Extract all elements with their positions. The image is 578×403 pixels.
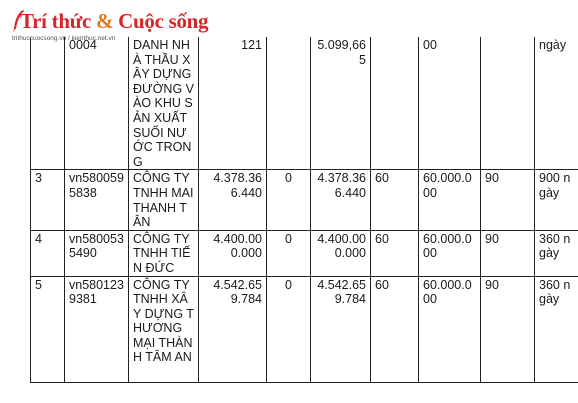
cell-bao-dam: 00 (419, 37, 481, 170)
cell-ma: vn5801239381 (65, 276, 129, 382)
cell-bao-dam: 60.000.000 (419, 170, 481, 230)
cell-thoi-gian: 360 ngày (535, 230, 578, 276)
cell-gia-du-thau: 4.400.000.000 (199, 230, 267, 276)
cell-stt (31, 37, 65, 170)
quill-pen-icon (10, 9, 26, 33)
cell-gia-sau-giam: 5.099,665 (311, 37, 371, 170)
cell-giam-gia: 0 (267, 170, 311, 230)
cell-hieu-luc-bd: 90 (481, 230, 535, 276)
cell-ma: 0004 (65, 37, 129, 170)
cell-ten: DANH NHÀ THẦU XÂY DỰNG ĐƯỜNG VÀO KHU SẢN XUẤT SUỐI NƯỚC TRONG (129, 37, 199, 170)
cell-ten: CÔNG TY TNHH MAI THANH TÂN (129, 170, 199, 230)
table-row (31, 230, 578, 276)
cell-giam-gia: 0 (267, 230, 311, 276)
site-logo[interactable] (8, 6, 208, 36)
cell-gia-sau-giam: 4.378.366.440 (311, 170, 371, 230)
bid-results-table (30, 37, 578, 383)
table-row (31, 276, 578, 382)
cell-giam-gia (267, 37, 311, 170)
cell-giam-gia: 0 (267, 276, 311, 382)
cell-stt: 3 (31, 170, 65, 230)
cell-hieu-luc: 60 (371, 230, 419, 276)
cell-hieu-luc (371, 37, 419, 170)
cell-gia-du-thau: 121 (199, 37, 267, 170)
cell-hieu-luc: 60 (371, 276, 419, 382)
cell-thoi-gian: 900 ngày (535, 170, 578, 230)
cell-hieu-luc-bd (481, 37, 535, 170)
cell-ten: CÔNG TY TNHH TIẾN ĐỨC (129, 230, 199, 276)
cell-thoi-gian: 360 ngày (535, 276, 578, 382)
cell-gia-sau-giam: 4.542.659.784 (311, 276, 371, 382)
logo-text-1: Trí thức (20, 8, 92, 33)
cell-ma: vn5800535490 (65, 230, 129, 276)
table-row (31, 170, 578, 230)
cell-hieu-luc-bd: 90 (481, 276, 535, 382)
cell-gia-du-thau: 4.378.366.440 (199, 170, 267, 230)
cell-stt: 5 (31, 276, 65, 382)
cell-bao-dam: 60.000.000 (419, 276, 481, 382)
cell-ten: CÔNG TY TNHH XÂY DỰNG THƯƠNG MẠI THÀNH TÂM AN (129, 276, 199, 382)
cell-stt: 4 (31, 230, 65, 276)
cell-gia-du-thau: 4.542.659.784 (199, 276, 267, 382)
logo-wordmark (20, 9, 208, 34)
cell-ma: vn5800595838 (65, 170, 129, 230)
cell-bao-dam: 60.000.000 (419, 230, 481, 276)
table-row (31, 37, 578, 170)
cell-thoi-gian: ngày (535, 37, 578, 170)
site-url: trithuccuocsong.vn / kienthuc.net.vn (12, 35, 116, 42)
cell-hieu-luc: 60 (371, 170, 419, 230)
cell-hieu-luc-bd: 90 (481, 170, 535, 230)
cell-gia-sau-giam: 4.400.000.000 (311, 230, 371, 276)
logo-ampersand: & (96, 8, 114, 33)
logo-text-2: Cuộc sống (118, 8, 209, 33)
